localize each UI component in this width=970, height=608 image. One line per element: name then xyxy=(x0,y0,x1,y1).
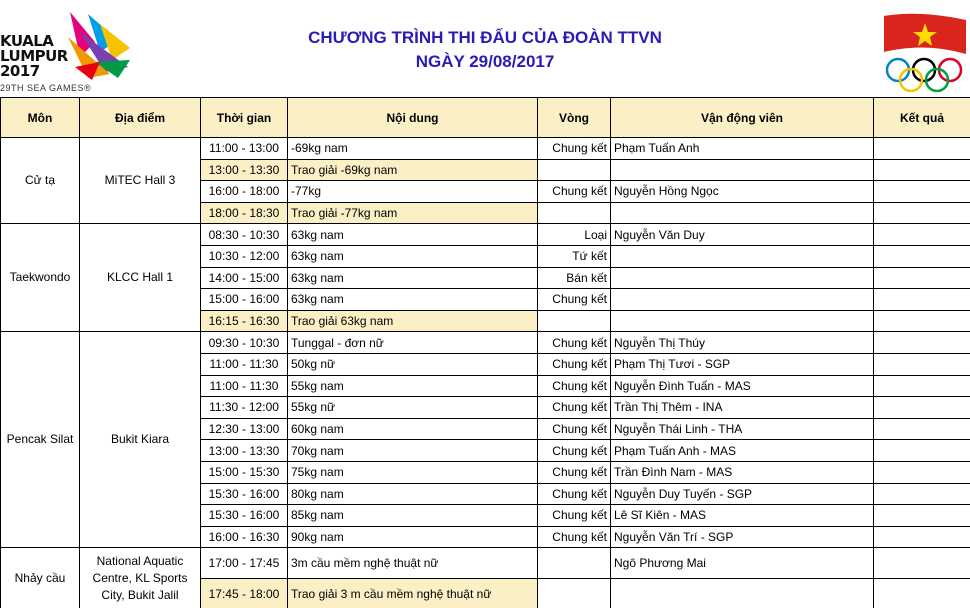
result-cell xyxy=(874,397,970,419)
schedule-table xyxy=(0,97,970,608)
time-cell: 18:00 - 18:30 xyxy=(201,202,288,224)
event-cell: 85kg nam xyxy=(288,505,538,527)
time-cell: 15:30 - 16:00 xyxy=(201,505,288,527)
event-cell: -77kg xyxy=(288,181,538,203)
athlete-cell: Trần Thị Thêm - INA xyxy=(611,397,874,419)
event-cell: Trao giải -77kg nam xyxy=(288,202,538,224)
sport-cell: Nhảy cầu xyxy=(1,548,80,608)
round-cell: Chung kết xyxy=(538,526,611,548)
event-cell: 63kg nam xyxy=(288,224,538,246)
round-cell: Chung kết xyxy=(538,505,611,527)
logo-text-line2: LUMPUR xyxy=(0,47,68,65)
event-cell: 55kg nam xyxy=(288,375,538,397)
athlete-cell xyxy=(611,245,874,267)
athlete-cell xyxy=(611,289,874,311)
round-cell xyxy=(538,310,611,332)
venue-cell: KLCC Hall 1 xyxy=(80,224,201,332)
page-date: NGÀY 29/08/2017 xyxy=(415,52,555,71)
athlete-cell: Nguyễn Hồng Ngọc xyxy=(611,181,874,203)
venue-cell: National Aquatic Centre, KL Sports City, Bukit Jalil xyxy=(80,548,201,608)
result-cell xyxy=(874,548,970,579)
athlete-cell: Nguyễn Văn Duy xyxy=(611,224,874,246)
event-cell: 50kg nữ xyxy=(288,353,538,375)
kuala-lumpur-2017-logo-icon xyxy=(0,12,135,93)
round-cell: Chung kết xyxy=(538,461,611,483)
event-cell: Trao giải -69kg nam xyxy=(288,159,538,181)
event-cell: Tunggal - đơn nữ xyxy=(288,332,538,354)
time-cell: 14:00 - 15:00 xyxy=(201,267,288,289)
sport-cell: Cử tạ xyxy=(1,138,80,224)
time-cell: 16:15 - 16:30 xyxy=(201,310,288,332)
result-cell xyxy=(874,353,970,375)
athlete-cell: Nguyễn Đình Tuấn - MAS xyxy=(611,375,874,397)
table-header-row xyxy=(1,98,970,138)
time-cell: 09:30 - 10:30 xyxy=(201,332,288,354)
result-cell xyxy=(874,375,970,397)
result-cell xyxy=(874,202,970,224)
event-cell: 80kg nam xyxy=(288,483,538,505)
round-cell: Chung kết xyxy=(538,138,611,160)
round-cell: Chung kết xyxy=(538,332,611,354)
round-cell: Chung kết xyxy=(538,289,611,311)
athlete-cell xyxy=(611,267,874,289)
athlete-cell xyxy=(611,159,874,181)
time-cell: 16:00 - 16:30 xyxy=(201,526,288,548)
time-cell: 13:00 - 13:30 xyxy=(201,440,288,462)
time-cell: 16:00 - 18:00 xyxy=(201,181,288,203)
athlete-cell: Phạm Thị Tươi - SGP xyxy=(611,353,874,375)
result-cell xyxy=(874,245,970,267)
event-cell: 3m cầu mềm nghệ thuật nữ xyxy=(288,548,538,579)
athlete-cell: Phạm Tuấn Anh - MAS xyxy=(611,440,874,462)
result-cell xyxy=(874,267,970,289)
column-header-sport: Môn xyxy=(1,98,80,138)
athlete-cell: Phạm Tuấn Anh xyxy=(611,138,874,160)
round-cell xyxy=(538,548,611,579)
time-cell: 11:30 - 12:00 xyxy=(201,397,288,419)
sport-cell: Taekwondo xyxy=(1,224,80,332)
venue-cell: Bukit Kiara xyxy=(80,332,201,548)
column-header-athlete: Vận động viên xyxy=(611,98,874,138)
column-header-venue: Địa điểm xyxy=(80,98,201,138)
round-cell: Chung kết xyxy=(538,375,611,397)
event-cell: 75kg nam xyxy=(288,461,538,483)
column-header-event: Nội dung xyxy=(288,98,538,138)
time-cell: 11:00 - 11:30 xyxy=(201,375,288,397)
event-cell: 63kg nam xyxy=(288,245,538,267)
result-cell xyxy=(874,332,970,354)
table-row xyxy=(1,332,970,354)
page-title: CHƯƠNG TRÌNH THI ĐẤU CỦA ĐOÀN TTVN xyxy=(308,28,662,47)
round-cell: Chung kết xyxy=(538,483,611,505)
time-cell: 17:45 - 18:00 xyxy=(201,579,288,608)
athlete-cell: Ngô Phương Mai xyxy=(611,548,874,579)
time-cell: 11:00 - 11:30 xyxy=(201,353,288,375)
time-cell: 11:00 - 13:00 xyxy=(201,138,288,160)
event-cell: 60kg nam xyxy=(288,418,538,440)
time-cell: 15:00 - 16:00 xyxy=(201,289,288,311)
logo-text-line1: KUALA xyxy=(0,32,54,50)
result-cell xyxy=(874,440,970,462)
table-row xyxy=(1,224,970,246)
event-cell: 63kg nam xyxy=(288,289,538,311)
page-header xyxy=(0,0,970,97)
column-header-time: Thời gian xyxy=(201,98,288,138)
athlete-cell: Lê Sĩ Kiên - MAS xyxy=(611,505,874,527)
result-cell xyxy=(874,159,970,181)
athlete-cell: Nguyễn Duy Tuyến - SGP xyxy=(611,483,874,505)
sport-cell: Pencak Silat xyxy=(1,332,80,548)
event-cell: 63kg nam xyxy=(288,267,538,289)
logo-subtitle: 29TH SEA GAMES® xyxy=(0,83,92,93)
result-cell xyxy=(874,483,970,505)
result-cell xyxy=(874,289,970,311)
athlete-cell: Trần Đình Nam - MAS xyxy=(611,461,874,483)
round-cell: Chung kết xyxy=(538,418,611,440)
athlete-cell: Nguyễn Thái Linh - THA xyxy=(611,418,874,440)
time-cell: 15:00 - 15:30 xyxy=(201,461,288,483)
event-cell: 90kg nam xyxy=(288,526,538,548)
round-cell: Chung kết xyxy=(538,440,611,462)
table-row xyxy=(1,138,970,160)
venue-cell: MiTEC Hall 3 xyxy=(80,138,201,224)
result-cell xyxy=(874,138,970,160)
time-cell: 12:30 - 13:00 xyxy=(201,418,288,440)
round-cell: Tứ kết xyxy=(538,245,611,267)
athlete-cell: Nguyễn Thị Thúy xyxy=(611,332,874,354)
round-cell xyxy=(538,202,611,224)
time-cell: 17:00 - 17:45 xyxy=(201,548,288,579)
column-header-round: Vòng xyxy=(538,98,611,138)
result-cell xyxy=(874,418,970,440)
table-row xyxy=(1,548,970,579)
event-cell: Trao giải 3 m cầu mềm nghệ thuật nữ xyxy=(288,579,538,608)
logo-text-line3: 2017 xyxy=(0,62,40,80)
event-cell: -69kg nam xyxy=(288,138,538,160)
result-cell xyxy=(874,310,970,332)
time-cell: 13:00 - 13:30 xyxy=(201,159,288,181)
athlete-cell xyxy=(611,579,874,608)
round-cell: Bán kết xyxy=(538,267,611,289)
result-cell xyxy=(874,181,970,203)
round-cell: Chung kết xyxy=(538,397,611,419)
result-cell xyxy=(874,579,970,608)
result-cell xyxy=(874,461,970,483)
event-cell: 55kg nữ xyxy=(288,397,538,419)
round-cell: Loại xyxy=(538,224,611,246)
vietnam-olympic-logo-icon xyxy=(880,12,970,92)
column-header-result: Kết quả xyxy=(874,98,970,138)
athlete-cell xyxy=(611,202,874,224)
time-cell: 10:30 - 12:00 xyxy=(201,245,288,267)
time-cell: 15:30 - 16:00 xyxy=(201,483,288,505)
event-cell: 70kg nam xyxy=(288,440,538,462)
result-cell xyxy=(874,224,970,246)
athlete-cell: Nguyễn Văn Trí - SGP xyxy=(611,526,874,548)
result-cell xyxy=(874,526,970,548)
athlete-cell xyxy=(611,310,874,332)
round-cell xyxy=(538,159,611,181)
round-cell xyxy=(538,579,611,608)
time-cell: 08:30 - 10:30 xyxy=(201,224,288,246)
result-cell xyxy=(874,505,970,527)
round-cell: Chung kết xyxy=(538,181,611,203)
event-cell: Trao giải 63kg nam xyxy=(288,310,538,332)
round-cell: Chung kết xyxy=(538,353,611,375)
